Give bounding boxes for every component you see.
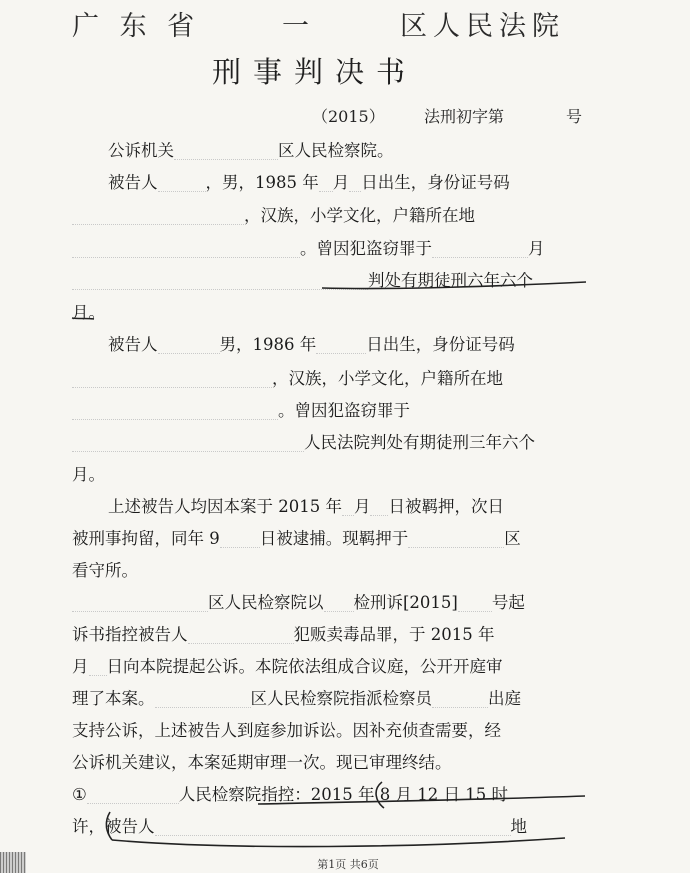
text-line bbox=[72, 557, 592, 585]
court-header bbox=[72, 4, 592, 44]
line-seg: 上述被告人均因本案于 2015 年 bbox=[108, 497, 342, 516]
header-court-name: 区人民法院 bbox=[400, 11, 565, 42]
redaction bbox=[174, 143, 278, 160]
redaction bbox=[158, 175, 206, 192]
text-line bbox=[72, 365, 592, 393]
line-seg: 日被羁押，次日 bbox=[388, 497, 504, 516]
text-line bbox=[108, 137, 592, 165]
text-line bbox=[72, 461, 592, 489]
case-suffix: 号 bbox=[566, 107, 583, 126]
redaction bbox=[370, 499, 388, 516]
line-seg: 人民法院判处有期徒刑三年六个 bbox=[304, 433, 535, 452]
redaction bbox=[316, 337, 366, 354]
text-line bbox=[72, 397, 592, 425]
header-province: 广 东 省 bbox=[72, 11, 201, 42]
line-seg: 区人民检察院。 bbox=[278, 141, 394, 160]
line-seg: 判处有期徒刑六年六个 bbox=[368, 271, 533, 290]
redaction bbox=[458, 595, 492, 612]
redaction bbox=[72, 403, 278, 420]
text-line bbox=[72, 525, 592, 553]
line-seg: 区人民检察院指派检察员 bbox=[250, 689, 432, 708]
text-line bbox=[72, 202, 592, 230]
line-seg: 号起 bbox=[491, 593, 525, 612]
text-line bbox=[72, 267, 592, 295]
redaction bbox=[319, 175, 333, 192]
case-prefix: 法刑初字第 bbox=[424, 107, 505, 126]
text-line bbox=[72, 813, 592, 841]
line-seg: ，男，1985 年 bbox=[205, 173, 319, 192]
line-seg: 日出生，身份证号码 bbox=[366, 335, 515, 354]
line-seg: 月 bbox=[528, 239, 545, 258]
line-seg: 许， bbox=[72, 817, 105, 836]
line-seg: 理了本案。 bbox=[72, 689, 155, 708]
redaction bbox=[349, 175, 361, 192]
line-seg: 支持公诉，上述被告人到庭参加诉讼。因补充侦查需要，经 bbox=[72, 721, 501, 740]
redaction bbox=[188, 627, 294, 644]
line-seg: 月 bbox=[353, 497, 371, 516]
line-seg: 犯贩卖毒品罪，于 2015 年 bbox=[293, 625, 495, 644]
redaction bbox=[72, 208, 244, 225]
text-line bbox=[72, 653, 592, 681]
line-seg: 公诉机关 bbox=[108, 141, 174, 160]
redaction bbox=[155, 819, 511, 836]
header-dash: 一 bbox=[282, 11, 315, 42]
line-seg: 月 bbox=[332, 173, 350, 192]
text-line bbox=[72, 781, 592, 809]
line-seg: 出庭 bbox=[488, 689, 521, 708]
redaction bbox=[72, 435, 304, 452]
text-line bbox=[108, 169, 592, 197]
redaction bbox=[89, 659, 107, 676]
line-seg: 月。 bbox=[72, 465, 105, 484]
line-seg: 。曾因犯盗窃罪于 bbox=[300, 239, 432, 258]
line-seg: 日出生，身份证号码 bbox=[361, 173, 510, 192]
text-line bbox=[108, 331, 592, 359]
document-title: 刑事判决书 bbox=[212, 55, 418, 89]
line-seg: 月 bbox=[72, 657, 89, 676]
line-seg: 人民检察院指控：2015 年 8 月 12 日 15 时 bbox=[178, 785, 508, 804]
text-line bbox=[108, 493, 592, 521]
line-seg: 被告人 bbox=[108, 335, 158, 354]
redaction bbox=[72, 241, 300, 258]
scan-artifact bbox=[0, 852, 26, 873]
line-seg: 被告人 bbox=[105, 817, 155, 836]
redaction bbox=[324, 595, 354, 612]
redaction bbox=[72, 595, 208, 612]
line-seg: 检刑诉[2015] bbox=[353, 593, 458, 612]
redaction bbox=[220, 531, 260, 548]
redaction bbox=[342, 499, 354, 516]
text-line bbox=[72, 299, 592, 327]
text-line bbox=[72, 235, 592, 263]
line-seg: 看守所。 bbox=[72, 561, 138, 580]
text-line bbox=[72, 589, 592, 617]
text-line bbox=[72, 429, 592, 457]
redaction bbox=[72, 273, 368, 290]
line-seg: 区 bbox=[504, 529, 521, 548]
text-line bbox=[72, 717, 592, 745]
line-seg: ① bbox=[72, 785, 87, 804]
line-seg: ，汉族，小学文化，户籍所在地 bbox=[272, 369, 503, 388]
line-seg: 地 bbox=[510, 817, 527, 836]
line-seg: 公诉机关建议，本案延期审理一次。现已审理终结。 bbox=[72, 753, 452, 772]
text-line bbox=[72, 621, 592, 649]
line-seg: 日被逮捕。现羁押于 bbox=[259, 529, 409, 548]
redaction bbox=[432, 241, 528, 258]
line-seg: 诉书指控被告人 bbox=[72, 625, 188, 644]
line-seg: 。曾因犯盗窃罪于 bbox=[278, 401, 410, 420]
redaction bbox=[87, 787, 179, 804]
line-seg: 被告人 bbox=[108, 173, 158, 192]
redaction bbox=[72, 371, 272, 388]
line-seg: 被刑事拘留，同年 9 bbox=[72, 529, 220, 548]
line-seg: 区人民检察院以 bbox=[208, 593, 324, 612]
text-line bbox=[72, 749, 592, 777]
text-line bbox=[72, 685, 592, 713]
redaction bbox=[408, 531, 504, 548]
line-seg: 月。 bbox=[72, 303, 105, 322]
redaction bbox=[155, 691, 251, 708]
line-seg: 日向本院提起公诉。本院依法组成合议庭，公开开庭审 bbox=[106, 657, 503, 676]
case-year: （2015） bbox=[312, 107, 385, 126]
redaction bbox=[158, 337, 220, 354]
line-seg: ，汉族，小学文化，户籍所在地 bbox=[244, 206, 475, 225]
redaction bbox=[432, 691, 488, 708]
page-footer: 第1页 共6页 bbox=[317, 858, 379, 871]
line-seg: 男，1986 年 bbox=[219, 335, 317, 354]
